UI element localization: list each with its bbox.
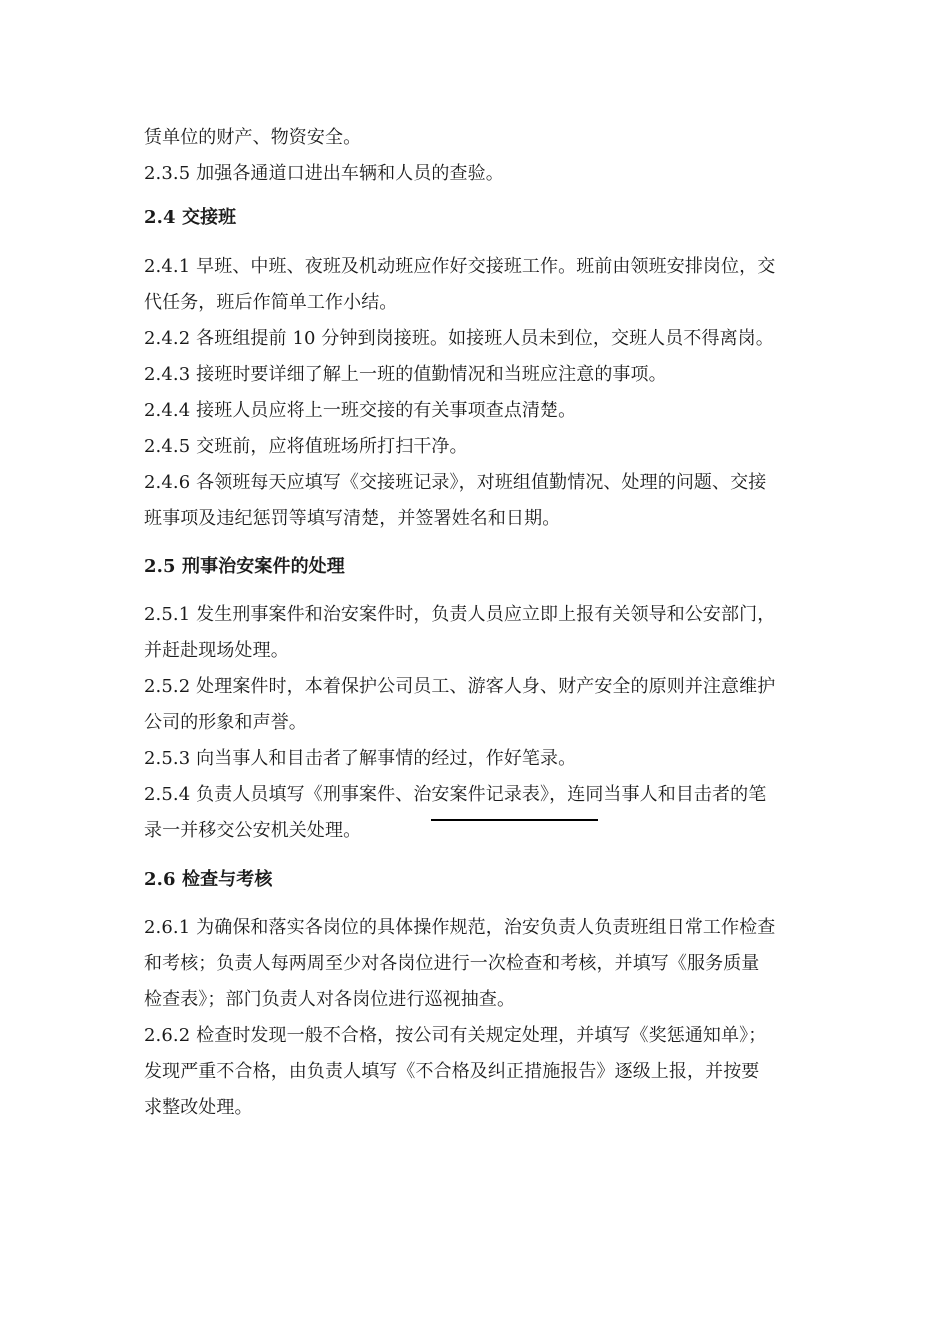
text-line: 2.5.1 发生刑事案件和治安案件时，负责人员应立即上报有关领导和公安部门， (144, 604, 776, 625)
text-line: 求整改处理。 (144, 1097, 253, 1118)
section-heading-2-6: 2.6 检查与考核 (144, 869, 273, 890)
section-body-2-4 (144, 249, 814, 537)
text-line: 2.5.4 负责人员填写《刑事案件、治安案件记录表》，连同当事人和目击者的笔 (144, 784, 767, 805)
text-line: 2.4.2 各班组提前 10 分钟到岗接班。如接班人员未到位，交班人员不得离岗。 (144, 328, 774, 349)
text-line: 录一并移交公安机关处理。 (144, 820, 362, 841)
section-heading-2-4: 2.4 交接班 (144, 207, 237, 228)
text-line: 2.4.3 接班时要详细了解上一班的值勤情况和当班应注意的事项。 (144, 364, 667, 385)
text-line: 检查表》；部门负责人对各岗位进行巡视抽查。 (144, 989, 516, 1010)
text-line: 2.4.6 各领班每天应填写《交接班记录》，对班组值勤情况、处理的问题、交接 (144, 472, 767, 493)
text-line: 2.4.5 交班前，应将值班场所打扫干净。 (144, 436, 468, 457)
text-line: 2.4.4 接班人员应将上一班交接的有关事项查点清楚。 (144, 400, 577, 421)
text-line: 和考核；负责人每两周至少对各岗位进行一次检查和考核，并填写《服务质量 (144, 953, 760, 974)
text-line: 发现严重不合格，由负责人填写《不合格及纠正措施报告》逐级上报，并按要 (144, 1061, 760, 1082)
horizontal-rule (431, 819, 598, 821)
intro-block (144, 120, 814, 192)
text-line: 2.5.2 处理案件时，本着保护公司员工、游客人身、财产安全的原则并注意维护 (144, 676, 776, 697)
text-line: 2.3.5 加强各通道口进出车辆和人员的查验。 (144, 163, 504, 184)
text-line: 班事项及违纪惩罚等填写清楚，并签署姓名和日期。 (144, 508, 561, 529)
text-line: 并赶赴现场处理。 (144, 640, 289, 661)
text-line: 2.6.1 为确保和落实各岗位的具体操作规范，治安负责人负责班组日常工作检查 (144, 917, 776, 938)
text-line: 2.6.2 检查时发现一般不合格，按公司有关规定处理，并填写《奖惩通知单》； (144, 1025, 767, 1046)
text-line: 2.5.3 向当事人和目击者了解事情的经过，作好笔录。 (144, 748, 577, 769)
text-line: 代任务，班后作简单工作小结。 (144, 292, 398, 313)
text-line: 公司的形象和声誉。 (144, 712, 307, 733)
section-body-2-5 (144, 597, 814, 849)
section-body-2-6 (144, 910, 814, 1126)
section-heading-2-5: 2.5 刑事治安案件的处理 (144, 556, 345, 577)
text-line: 2.4.1 早班、中班、夜班及机动班应作好交接班工作。班前由领班安排岗位，交 (144, 256, 776, 277)
text-line: 赁单位的财产、物资安全。 (144, 127, 362, 148)
